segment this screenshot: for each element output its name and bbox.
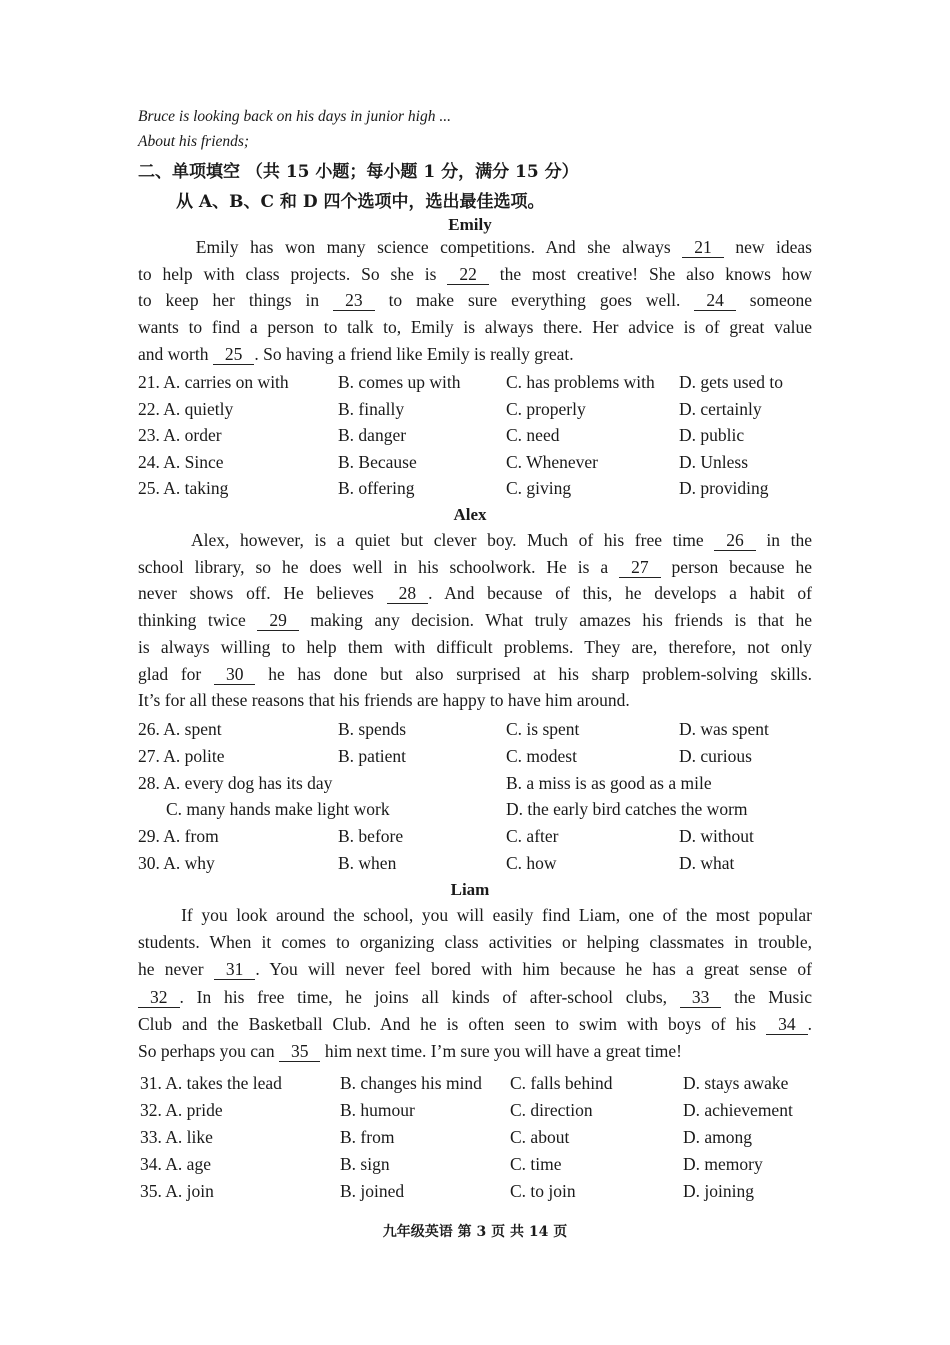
passage-text: Club and the Basketball Club. And he is often seen to swim with boys of his (138, 1013, 767, 1034)
option-choice: B. sign (340, 1154, 390, 1174)
option-choice: D. what (679, 853, 735, 873)
passage-text: students. When it comes to organizing class activities or helping classmates in trouble, (138, 932, 812, 953)
option-choice: C. many hands make light work (166, 799, 390, 820)
option-choice: 34. A. age (140, 1154, 211, 1174)
option-choice: 22. A. quietly (138, 398, 234, 419)
passage-text: never shows off. He believes (138, 583, 387, 604)
option-choice: D. providing (679, 478, 769, 498)
answer-blank: 28 (387, 584, 429, 604)
passage-text: to help with class projects. So she is (138, 263, 448, 284)
passage-text: thinking twice (138, 610, 258, 631)
passage-text: If you look around the school, you will easily find Liam, one of the most popular (138, 905, 812, 925)
option-choice: C. has problems with (506, 372, 655, 392)
passage-text: new ideas (723, 237, 812, 257)
passage-text: Emily has won many science competitions. And she always (138, 237, 683, 257)
passage-text: the Music (721, 986, 812, 1007)
option-choice: D. among (683, 1127, 753, 1147)
passage-line (138, 902, 812, 928)
option-choice: C. to join (510, 1181, 576, 1201)
passage-text: person because he (660, 556, 812, 577)
option-choice: 30. A. why (138, 853, 215, 873)
page-footer: 九年级英语 第 3 页 共 14 页 (382, 1224, 568, 1240)
passage-line (138, 956, 812, 982)
instruction: 从 A、B、C 和 D 四个选项中，选出最佳选项。 (176, 192, 545, 212)
option-choice: C. Whenever (506, 451, 599, 472)
option-choice: 27. A. polite (138, 745, 225, 766)
option-choice: D. the early bird catches the worm (506, 799, 748, 820)
passage-line (138, 634, 812, 660)
answer-blank: 30 (214, 665, 256, 685)
option-choice: 28. A. every dog has its day (138, 772, 333, 793)
option-choice: 32. A. pride (140, 1100, 223, 1120)
passage-line (138, 527, 812, 553)
answer-blank: 29 (257, 611, 299, 631)
passage-title: Liam (450, 880, 490, 899)
answer-blank: 22 (447, 265, 489, 285)
option-choice: D. without (679, 826, 754, 847)
option-choice: D. curious (679, 745, 752, 766)
option-choice: B. offering (338, 478, 415, 498)
option-choice: D. public (679, 425, 745, 445)
option-choice: B. from (340, 1127, 395, 1147)
passage-text: in the (755, 530, 812, 550)
option-choice: B. when (338, 853, 397, 873)
option-choice: 24. A. Since (138, 451, 224, 472)
passage-line (138, 1011, 812, 1037)
option-choice: C. need (506, 425, 560, 445)
option-choice: B. spends (338, 719, 407, 739)
answer-blank: 27 (619, 558, 661, 578)
passage-text: he has done but also surprised at his sharp problem-solving skills. (255, 663, 812, 684)
passage-text: is always willing to help them with difficult problems. They are, therefore, not only (138, 636, 812, 657)
passage-text: someone (735, 290, 812, 311)
option-choice: 25. A. taking (138, 478, 229, 498)
option-choice: B. finally (338, 398, 405, 419)
passage-line (138, 929, 812, 955)
option-choice: B. Because (338, 451, 417, 472)
option-choice: D. gets used to (679, 372, 784, 392)
option-choice: C. properly (506, 398, 586, 419)
passage-line (138, 314, 812, 340)
option-choice: D. certainly (679, 398, 762, 419)
option-choice: B. danger (338, 425, 407, 445)
passage-text: wants to find a person to talk to, Emily is always there. Her advice is of great value (138, 317, 812, 338)
option-choice: D. was spent (679, 719, 769, 739)
option-choice: B. patient (338, 745, 407, 766)
passage-line (138, 580, 812, 606)
passage-line (138, 984, 812, 1010)
answer-blank: 32 (138, 988, 180, 1008)
option-choice: B. joined (340, 1181, 405, 1201)
passage-text: . (807, 1013, 812, 1034)
passage-text: making any decision. What truly amazes his friends is that he (298, 610, 813, 631)
option-choice: 33. A. like (140, 1127, 213, 1147)
option-choice: C. direction (510, 1100, 593, 1120)
option-choice: 35. A. join (140, 1181, 214, 1201)
answer-blank: 24 (694, 291, 736, 311)
option-choice: D. joining (683, 1181, 754, 1201)
option-choice: D. Unless (679, 451, 749, 472)
option-choice: B. changes his mind (340, 1073, 482, 1093)
passage-line (138, 607, 812, 633)
option-choice: B. a miss is as good as a mile (506, 772, 712, 793)
passage-title: Alex (453, 505, 487, 524)
option-choice: 31. A. takes the lead (140, 1073, 282, 1093)
option-choice: 21. A. carries on with (138, 372, 289, 392)
passage-text: It’s for all these reasons that his friends are happy to have him around. (138, 690, 630, 711)
answer-blank: 35 (279, 1042, 321, 1062)
option-choice: C. how (506, 853, 557, 873)
option-choice: 29. A. from (138, 826, 219, 847)
answer-blank: 23 (333, 291, 375, 311)
option-choice: C. giving (506, 478, 572, 498)
option-choice: C. after (506, 826, 559, 847)
passage-text: Alex, however, is a quiet but clever boy. Much of his free time (138, 530, 715, 550)
passage-text: school library, so he does well in his schoolwork. He is a (138, 556, 620, 577)
option-choice: D. memory (683, 1154, 763, 1174)
passage-line (138, 261, 812, 287)
passage-text: glad for (138, 663, 214, 684)
option-choice: C. is spent (506, 719, 580, 739)
option-choice: C. falls behind (510, 1073, 613, 1093)
passage-text: to make sure everything goes well. (374, 290, 695, 311)
passage-line (138, 234, 812, 260)
passage-line (138, 287, 812, 313)
passage-text: . You will never feel bored with him because he has a great sense of (255, 959, 812, 980)
passage-text: . In his free time, he joins all kinds of after-school clubs, (179, 986, 680, 1007)
passage-text: the most creative! She also knows how (488, 263, 812, 284)
passage-line (138, 554, 812, 580)
intro-line-2: About his friends; (138, 133, 250, 150)
option-choice: B. humour (340, 1100, 415, 1120)
intro-line-1: Bruce is looking back on his days in junior high ... (138, 108, 451, 125)
answer-blank: 26 (714, 531, 756, 551)
option-choice: D. achievement (683, 1100, 793, 1120)
answer-blank: 25 (213, 345, 255, 365)
option-choice: B. comes up with (338, 372, 461, 392)
option-choice: B. before (338, 826, 404, 847)
passage-text: and worth (138, 343, 213, 364)
option-choice: D. stays awake (683, 1073, 789, 1093)
passage-line (138, 661, 812, 687)
option-choice: C. modest (506, 745, 577, 766)
answer-blank: 21 (682, 238, 724, 258)
passage-text: . So having a friend like Emily is really great. (254, 343, 574, 364)
answer-blank: 33 (680, 988, 722, 1008)
passage-line (138, 341, 812, 367)
section-heading: 二、单项填空 （共 15 小题；每小题 1 分，满分 15 分） (138, 162, 579, 182)
option-choice: C. about (510, 1127, 570, 1147)
passage-text: So perhaps you can (138, 1041, 279, 1061)
answer-blank: 31 (214, 960, 256, 980)
answer-blank: 34 (766, 1015, 808, 1035)
passage-text: . And because of this, he develops a habit of (428, 583, 812, 604)
option-choice: 26. A. spent (138, 719, 222, 739)
passage-text: to keep her things in (138, 290, 334, 311)
passage-line (138, 1038, 812, 1064)
option-choice: C. time (510, 1154, 562, 1174)
passage-text: him next time. I’m sure you will have a great time! (320, 1041, 683, 1061)
passage-text: he never (138, 959, 214, 980)
passage-line (138, 687, 812, 713)
option-choice: 23. A. order (138, 425, 222, 445)
passage-title: Emily (448, 215, 492, 234)
